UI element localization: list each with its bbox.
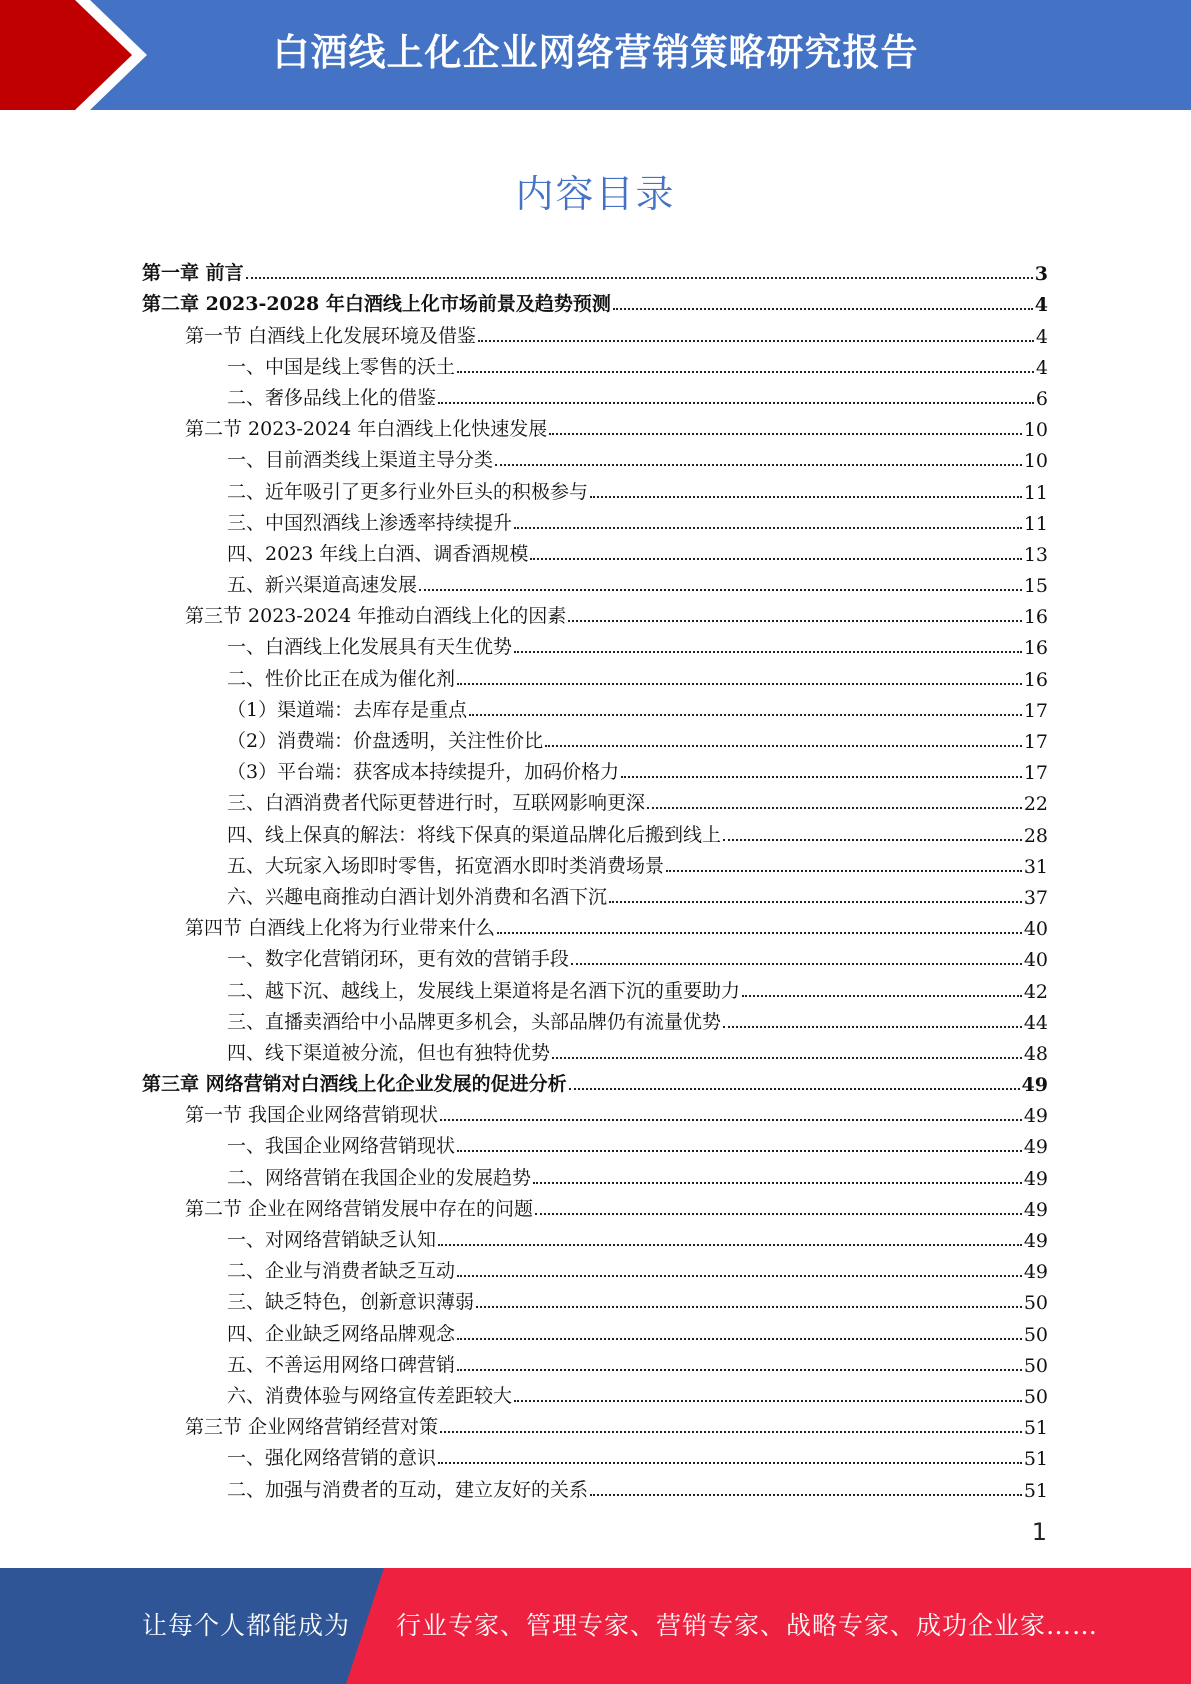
toc-leader-dots [476, 1305, 1022, 1308]
toc-entry-title: 第二节 2023-2024 年白酒线上化快速发展 [185, 418, 548, 441]
toc-entry-title: 四、2023 年线上白酒、调香酒规模 [227, 542, 529, 565]
toc-leader-dots [568, 619, 1022, 622]
toc-leader-dots [590, 1493, 1022, 1496]
toc-entry-title: 一、数字化营销闭环，更有效的营销手段 [227, 948, 570, 971]
toc-subsection[interactable] [142, 1127, 1048, 1158]
toc-section[interactable] [142, 410, 1048, 441]
toc-entry-title: 一、目前酒类线上渠道主导分类 [227, 449, 494, 472]
toc-leader-dots [438, 401, 1034, 404]
toc-leader-dots [457, 370, 1034, 373]
toc-subsection[interactable] [142, 441, 1048, 472]
toc-leader-dots [457, 1337, 1022, 1340]
toc-leader-dots [742, 994, 1022, 997]
toc-subsection[interactable] [142, 1034, 1048, 1065]
toc-chapter[interactable] [142, 1065, 1048, 1096]
toc-leader-dots [514, 526, 1022, 529]
toc-entry-page: 16 [1023, 637, 1048, 660]
toc-section[interactable] [142, 909, 1048, 940]
toc-subsection[interactable] [142, 691, 1048, 722]
toc-subsection[interactable] [142, 535, 1048, 566]
footer-slogan-left: 让每个人都能成为 [142, 1611, 351, 1640]
toc-subsection[interactable] [142, 1003, 1048, 1034]
toc-entry-title: 第一节 白酒线上化发展环境及借鉴 [185, 324, 477, 347]
toc-leader-dots [438, 1243, 1022, 1246]
toc-entry-title: （3）平台端：获客成本持续提升，加码价格力 [227, 761, 620, 784]
toc-entry-page: 11 [1023, 512, 1048, 535]
toc-entry-title: 四、企业缺乏网络品牌观念 [227, 1322, 456, 1345]
toc-entry-page: 49 [1023, 1230, 1048, 1252]
toc-leader-dots [666, 869, 1022, 872]
toc-entry-title: 第三章 网络营销对白酒线上化企业发展的促进分析 [142, 1073, 567, 1096]
toc-leader-dots [497, 931, 1022, 934]
toc-entry-page: 22 [1023, 793, 1048, 816]
toc-entry-page: 49 [1023, 1167, 1048, 1190]
toc-subsection[interactable] [142, 379, 1048, 410]
header-band [0, 0, 1191, 110]
toc-entry-page: 50 [1023, 1354, 1048, 1377]
toc-entry-page: 16 [1023, 668, 1048, 691]
toc-entry-title: 一、强化网络营销的意识 [227, 1447, 437, 1470]
toc-entry-title: （1）渠道端：去库存是重点 [227, 698, 468, 721]
toc-entry-title: 第二节 企业在网络营销发展中存在的问题 [185, 1197, 534, 1220]
footer-slogan-right: 行业专家、管理专家、营销专家、战略专家、成功企业家…… [396, 1611, 1099, 1640]
toc-entry-title: 五、大玩家入场即时零售，拓宽酒水即时类消费场景 [227, 854, 665, 877]
toc-subsection[interactable] [142, 628, 1048, 659]
toc-leader-dots [457, 682, 1022, 685]
toc-subsection[interactable] [142, 659, 1048, 690]
toc-leader-dots [440, 1118, 1022, 1121]
toc-leader-dots [621, 775, 1022, 778]
toc-subsection[interactable] [142, 753, 1048, 784]
toc-entry-title: 第一章 前言 [142, 262, 244, 285]
toc-subsection[interactable] [142, 722, 1048, 753]
toc-leader-dots [440, 1430, 1022, 1433]
report-title: 白酒线上化企业网络营销策略研究报告 [272, 31, 919, 74]
toc-leader-dots [723, 1025, 1022, 1028]
toc-entry-title: 第三节 2023-2024 年推动白酒线上化的因素 [185, 605, 567, 628]
toc-entry-page: 50 [1023, 1385, 1048, 1408]
toc-entry-page: 49 [1023, 1136, 1048, 1159]
toc-entry-title: 三、中国烈酒线上渗透率持续提升 [227, 511, 513, 534]
toc-entry-title: 六、消费体验与网络宣传差距较大 [227, 1384, 513, 1407]
toc-section[interactable] [142, 1096, 1048, 1127]
toc-entry-page: 37 [1023, 886, 1048, 909]
toc-subsection[interactable] [142, 1346, 1048, 1377]
toc-leader-dots [530, 557, 1021, 560]
toc-entry-page: 4 [1034, 294, 1048, 317]
toc-entry-title: 二、越下沉、越线上，发展线上渠道将是名酒下沉的重要助力 [227, 979, 741, 1002]
toc-leader-dots [571, 962, 1022, 965]
toc-entry-page: 16 [1023, 606, 1048, 629]
toc-entry-page: 51 [1023, 1417, 1048, 1440]
toc-entry-title: 五、不善运用网络口碑营销 [227, 1353, 456, 1376]
toc-leader-dots [552, 1056, 1022, 1059]
toc-leader-dots [613, 307, 1033, 310]
toc-entry-page: 10 [1023, 419, 1048, 442]
toc-entry-page: 49 [1021, 1074, 1048, 1097]
toc-subsection[interactable] [142, 971, 1048, 1002]
toc-entry-title: 四、线上保真的解法：将线下保真的渠道品牌化后搬到线上 [227, 823, 722, 846]
toc-section[interactable] [142, 597, 1048, 628]
toc-entry-page: 51 [1023, 1479, 1048, 1502]
toc-subsection[interactable] [142, 504, 1048, 535]
toc-entry-page: 4 [1035, 325, 1048, 348]
toc-leader-dots [545, 744, 1022, 747]
toc-subsection[interactable] [142, 1252, 1048, 1283]
table-of-contents [142, 254, 1048, 1502]
toc-entry-title: 三、白酒消费者代际更替进行时，互联网影响更深 [227, 792, 646, 815]
toc-entry-title: 二、网络营销在我国企业的发展趋势 [227, 1166, 532, 1189]
toc-entry-title: （2）消费端：价盘透明，关注性价比 [227, 730, 544, 752]
toc-section[interactable] [142, 1190, 1048, 1221]
toc-leader-dots [457, 1368, 1022, 1371]
toc-leader-dots [478, 339, 1034, 342]
toc-subsection[interactable] [142, 1470, 1048, 1501]
toc-entry-page: 49 [1023, 1105, 1048, 1128]
toc-entry-page: 11 [1023, 481, 1048, 504]
toc-subsection[interactable] [142, 847, 1048, 878]
toc-entry-title: 二、奢侈品线上化的借鉴 [227, 386, 437, 409]
toc-entry-title: 一、白酒线上化发展具有天生优势 [227, 636, 513, 659]
toc-entry-title: 一、我国企业网络营销现状 [227, 1135, 456, 1158]
toc-entry-title: 二、近年吸引了更多行业外巨头的积极参与 [227, 480, 589, 503]
toc-subsection[interactable] [142, 784, 1048, 815]
toc-entry-page: 31 [1023, 855, 1048, 878]
toc-entry-page: 44 [1023, 1011, 1048, 1034]
toc-entry-page: 6 [1035, 387, 1048, 410]
toc-entry-title: 一、中国是线上零售的沃土 [227, 355, 456, 378]
toc-leader-dots [246, 276, 1033, 279]
toc-entry-page: 17 [1023, 731, 1048, 753]
toc-leader-dots [514, 1399, 1022, 1402]
toc-entry-page: 48 [1023, 1042, 1048, 1065]
toc-entry-page: 17 [1023, 699, 1048, 722]
toc-chapter[interactable] [142, 285, 1048, 316]
toc-leader-dots [647, 806, 1022, 809]
toc-entry-page: 49 [1023, 1198, 1048, 1221]
toc-section[interactable] [142, 316, 1048, 347]
toc-heading: 内容目录 [515, 172, 676, 216]
toc-entry-title: 二、加强与消费者的互动，建立友好的关系 [227, 1478, 589, 1501]
toc-entry-title: 第三节 企业网络营销经营对策 [185, 1416, 439, 1439]
toc-entry-title: 一、对网络营销缺乏认知 [227, 1229, 437, 1251]
toc-entry-page: 13 [1023, 543, 1048, 566]
toc-entry-page: 51 [1023, 1448, 1048, 1471]
toc-chapter[interactable] [142, 254, 1048, 285]
toc-subsection[interactable] [142, 878, 1048, 909]
toc-subsection[interactable] [142, 1221, 1048, 1252]
toc-entry-page: 10 [1023, 450, 1048, 473]
toc-leader-dots [533, 1181, 1022, 1184]
toc-entry-page: 50 [1023, 1292, 1048, 1315]
toc-leader-dots [590, 495, 1022, 498]
toc-entry-title: 第四节 白酒线上化将为行业带来什么 [185, 917, 496, 940]
toc-leader-dots [535, 1212, 1022, 1215]
toc-entry-page: 4 [1035, 356, 1048, 379]
toc-entry-title: 六、兴趣电商推动白酒计划外消费和名酒下沉 [227, 885, 608, 908]
toc-entry-page: 49 [1023, 1261, 1048, 1284]
page-number: 1 [1031, 1518, 1047, 1546]
toc-leader-dots [457, 1149, 1022, 1152]
toc-entry-title: 二、性价比正在成为催化剂 [227, 667, 456, 690]
toc-subsection[interactable] [142, 566, 1048, 597]
toc-subsection[interactable] [142, 1377, 1048, 1408]
toc-subsection[interactable] [142, 1158, 1048, 1189]
toc-leader-dots [457, 1274, 1022, 1277]
toc-leader-dots [419, 588, 1022, 591]
toc-leader-dots [549, 432, 1022, 435]
toc-subsection[interactable] [142, 348, 1048, 379]
toc-entry-title: 五、新兴渠道高速发展 [227, 574, 418, 597]
toc-entry-page: 50 [1023, 1323, 1048, 1346]
toc-entry-title: 第一节 我国企业网络营销现状 [185, 1104, 439, 1127]
toc-leader-dots [569, 1087, 1020, 1090]
toc-entry-page: 42 [1023, 980, 1048, 1003]
toc-entry-page: 15 [1023, 575, 1048, 598]
toc-entry-title: 四、线下渠道被分流，但也有独特优势 [227, 1041, 551, 1064]
toc-leader-dots [723, 838, 1022, 841]
toc-leader-dots [609, 900, 1022, 903]
toc-entry-page: 28 [1023, 824, 1048, 847]
toc-section[interactable] [142, 1408, 1048, 1439]
toc-leader-dots [438, 1461, 1022, 1464]
toc-entry-page: 3 [1034, 263, 1048, 286]
toc-subsection[interactable] [142, 1439, 1048, 1470]
toc-subsection[interactable] [142, 1314, 1048, 1345]
toc-entry-title: 第二章 2023-2028 年白酒线上化市场前景及趋势预测 [142, 293, 611, 316]
toc-subsection[interactable] [142, 472, 1048, 503]
toc-subsection[interactable] [142, 1283, 1048, 1314]
toc-subsection[interactable] [142, 815, 1048, 846]
toc-subsection[interactable] [142, 940, 1048, 971]
toc-leader-dots [495, 463, 1022, 466]
toc-leader-dots [469, 713, 1022, 716]
toc-entry-page: 17 [1023, 762, 1048, 785]
toc-entry-title: 三、缺乏特色，创新意识薄弱 [227, 1291, 475, 1314]
footer-band [0, 1568, 1191, 1684]
toc-entry-title: 三、直播卖酒给中小品牌更多机会，头部品牌仍有流量优势 [227, 1010, 722, 1033]
toc-entry-title: 二、企业与消费者缺乏互动 [227, 1260, 456, 1283]
toc-leader-dots [514, 650, 1022, 653]
toc-entry-page: 40 [1023, 949, 1048, 972]
toc-entry-page: 40 [1023, 918, 1048, 941]
